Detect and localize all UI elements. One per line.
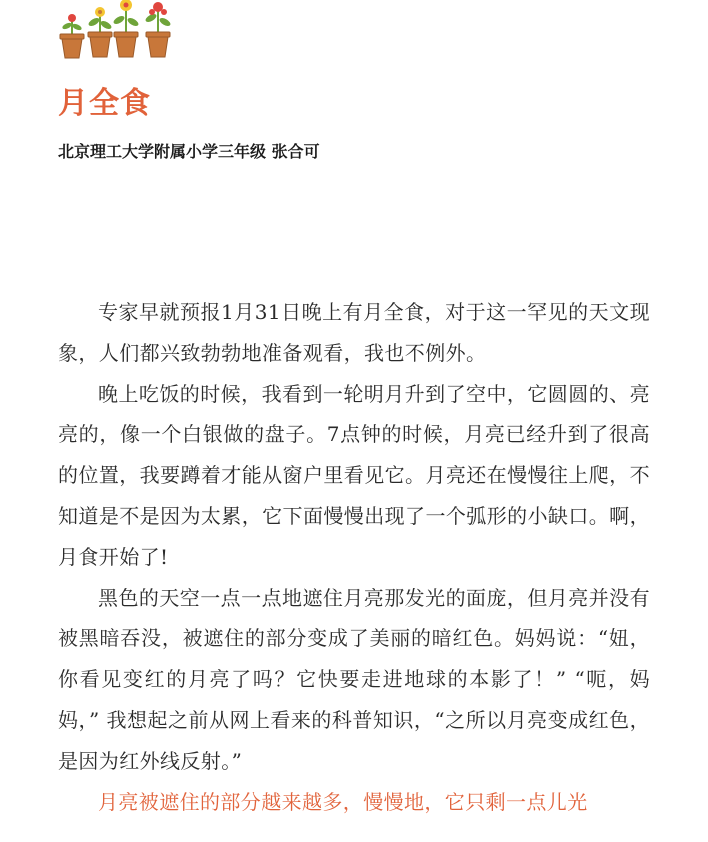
paragraph: 专家早就预报1月31日晚上有月全食，对于这一罕见的天文现象，人们都兴致勃勃地准备观看，我也不例外。 [58, 300, 650, 365]
article-body [58, 292, 650, 822]
paragraph: 晚上吃饭的时候，我看到一轮明月升到了空中，它圆圆的、亮亮的，像一个白银做的盘子。7点钟的时候，月亮已经升到了很高的位置，我要蹲着才能从窗户里看见它。月亮还在慢慢往上爬，不知道是不是因为太累，它下面慢慢出现了一个弧形的小缺口。啊，月食开始了! [58, 381, 650, 569]
paragraph: 黑色的天空一点一点地遮住月亮那发光的面庞，但月亮并没有被黑暗吞没，被遮住的部分变成了美丽的暗红色。妈妈说：“妞，你看见变红的月亮了吗？它快要走进地球的本影了！” “呃，妈妈，” 我想起之前从网上看来的科普知识，“之所以月亮变成红色，是因为红外线反射。” [58, 585, 650, 773]
flower-pots-icon [56, 0, 184, 62]
plant-leaves [61, 12, 171, 31]
article-author: 北京理工大学附属小学三年级 张合可 [58, 142, 320, 161]
article-title: 月全食 [58, 86, 151, 121]
plant-stems [72, 4, 158, 34]
pots [60, 32, 170, 58]
paragraph-highlight: 月亮被遮住的部分越来越多，慢慢地，它只剩一点儿光 [98, 789, 588, 814]
